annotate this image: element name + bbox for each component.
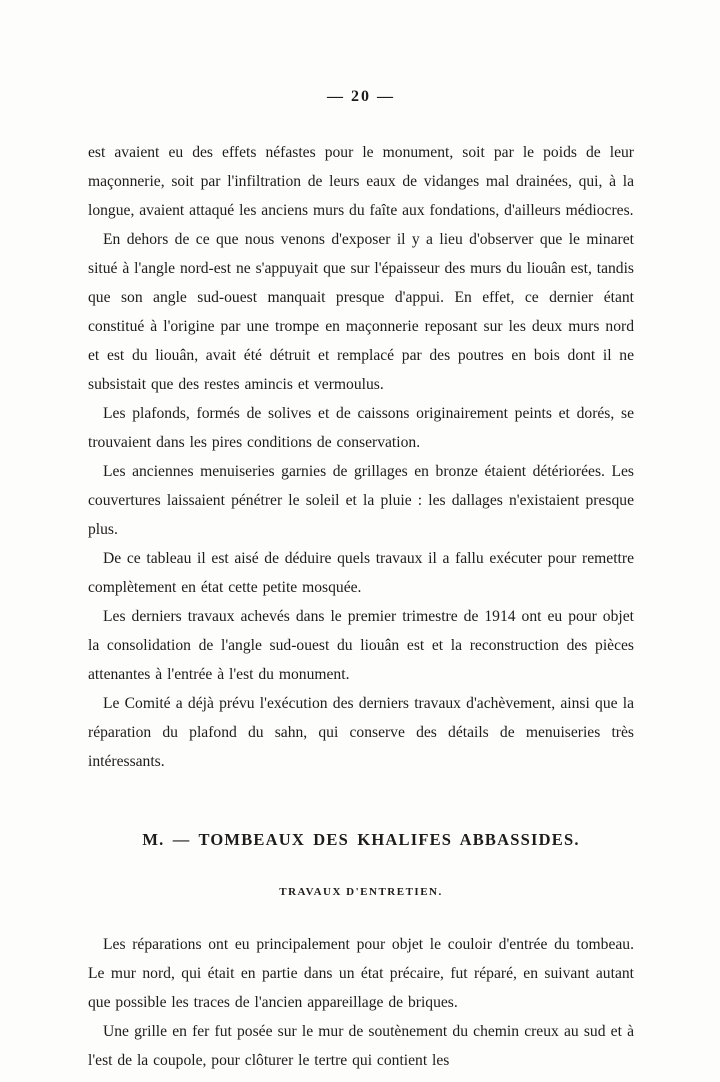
page-number: — 20 — bbox=[327, 88, 395, 105]
paragraph: Les plafonds, formés de solives et de caissons originairement peints et dorés, se trouvaient dans les pires conditions de conservation. bbox=[88, 405, 634, 451]
main-text-block bbox=[88, 138, 634, 776]
paragraph: Les réparations ont eu principalement pour objet le couloir d'entrée du tombeau. Le mur nord, qui était en partie dans un état précaire, fut réparé, en suivant autant que possible les traces de l'ancien appareillage de briques. bbox=[88, 936, 634, 1011]
paragraph: Une grille en fer fut posée sur le mur de soutènement du chemin creux au sud et à l'est de la coupole, pour clôturer le tertre qui contient les bbox=[88, 1023, 634, 1069]
paragraph: est avaient eu des effets néfastes pour le monument, soit par le poids de leur maçonnerie, soit par l'infiltration de leurs eaux de vidanges mal drainées, qui, à la longue, avaient attaqué les anciens murs du faîte aux fondations, d'ailleurs médiocres. bbox=[88, 144, 634, 219]
paragraph: De ce tableau il est aisé de déduire quels travaux il a fallu exécuter pour remettre complètement en état cette petite mosquée. bbox=[88, 550, 634, 596]
paragraph: En dehors de ce que nous venons d'exposer il y a lieu d'observer que le minaret situé à l'angle nord-est ne s'appuyait que sur l'épaisseur des murs du liouân est, tandis que son angle sud-ouest manquait presque d'appui. En effet, ce dernier étant constitué à l'origine par une trompe en maçonnerie reposant sur les deux murs nord et est du liouân, avait été détruit et remplacé par des poutres en bois dont il ne subsistait que des restes amincis et vermoulus. bbox=[88, 231, 634, 393]
section-heading: M. — TOMBEAUX DES KHALIFES ABBASSIDES. bbox=[142, 830, 580, 849]
paragraph: Les anciennes menuiseries garnies de grillages en bronze étaient détériorées. Les couvertures laissaient pénétrer le soleil et la pluie : les dallages n'existaient presque plus. bbox=[88, 463, 634, 538]
paragraph: Le Comité a déjà prévu l'exécution des derniers travaux d'achèvement, ainsi que la réparation du plafond du sahn, qui conserve des détails de menuiseries très intéressants. bbox=[88, 695, 634, 770]
paragraph: Les derniers travaux achevés dans le premier trimestre de 1914 ont eu pour objet la consolidation de l'angle sud-ouest du liouân est et la reconstruction des pièces attenantes à l'entrée à l'est du monument. bbox=[88, 608, 634, 683]
section-subheading: TRAVAUX D'ENTRETIEN. bbox=[279, 886, 443, 898]
section-text-block bbox=[88, 930, 634, 1075]
